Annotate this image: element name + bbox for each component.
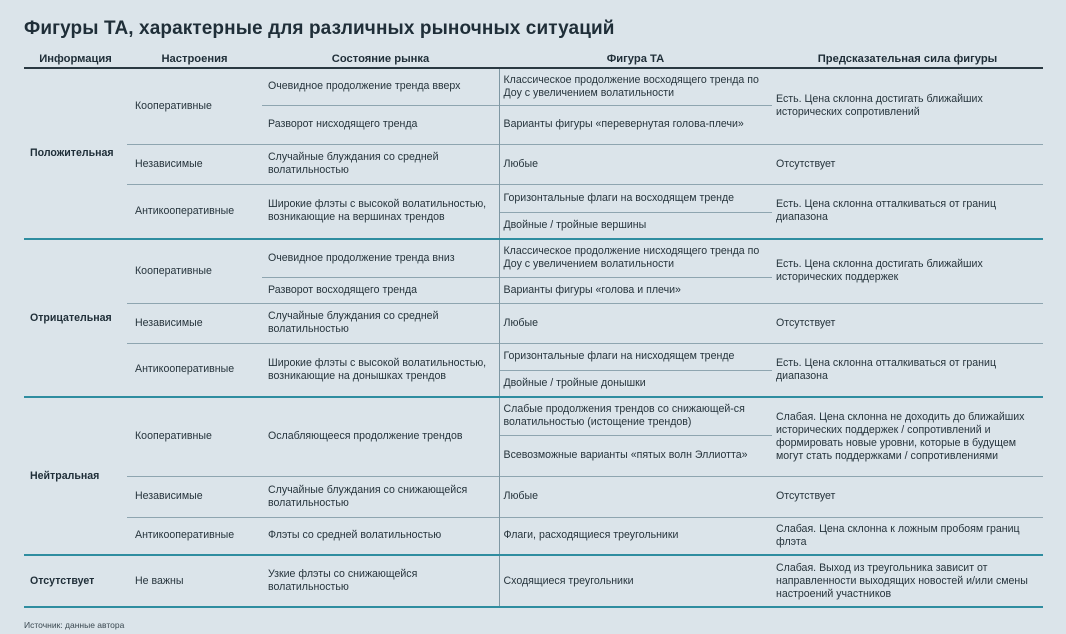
header-information: Информация xyxy=(24,50,127,68)
state-cell: Очевидное продолжение тренда вниз xyxy=(262,239,499,277)
table-row xyxy=(24,184,1043,212)
figure-cell: Любые xyxy=(499,303,772,343)
mood-cell: Кооперативные xyxy=(127,239,262,303)
state-cell: Очевидное продолжение тренда вверх xyxy=(268,80,461,93)
mood-cell: Антикооперативные xyxy=(127,343,262,397)
table-row xyxy=(24,517,1043,555)
prediction-cell: Отсутствует xyxy=(772,303,1043,343)
prediction-cell: Есть. Цена склонна отталкиваться от границ диапазона xyxy=(772,184,1043,239)
prediction-cell: Слабая. Выход из треугольника зависит от направленности выходящих новостей и/или смены настроений участников xyxy=(772,555,1043,607)
info-absent: Отсутствует xyxy=(24,555,127,607)
figure-cell: Варианты фигуры «перевернутая голова-плечи» xyxy=(499,105,772,144)
figure-cell: Двойные / тройные донышки xyxy=(499,370,772,397)
state-cell: Случайные блуждания со средней волатильностью xyxy=(262,303,499,343)
prediction-cell: Слабая. Цена склонна не доходить до ближайших исторических поддержек / сопротивлений и формировать новые уровни, которые в будущем могут стать поддержками / сопротивлениями xyxy=(772,397,1043,476)
prediction-cell: Слабая. Цена склонна к ложным пробоям границ флэта xyxy=(772,517,1043,555)
figure-cell: Флаги, расходящиеся треугольники xyxy=(499,517,772,555)
mood-cell: Независимые xyxy=(127,303,262,343)
table-row xyxy=(24,397,1043,435)
figure-cell: Двойные / тройные вершины xyxy=(499,212,772,239)
figure-cell: Сходящиеся треугольники xyxy=(499,555,772,607)
mood-cell: Антикооперативные xyxy=(127,184,262,239)
page-title: Фигуры ТА, характерные для различных рыночных ситуаций xyxy=(24,18,615,39)
state-cell: Широкие флэты с высокой волатильностью, возникающие на вершинах трендов xyxy=(262,184,499,239)
mood-cell: Независимые xyxy=(127,476,262,517)
ta-figures-table xyxy=(24,50,1043,608)
header-sentiment: Настроения xyxy=(127,50,262,68)
figure-cell: Слабые продолжения трендов со снижающей-ся волатильностью (истощение трендов) xyxy=(499,397,772,435)
table-row xyxy=(24,144,1043,184)
info-negative: Отрицательная xyxy=(24,239,127,397)
table-row xyxy=(24,239,1043,277)
info-positive: Положительная xyxy=(30,147,114,159)
table-row xyxy=(24,343,1043,370)
info-neutral: Нейтральная xyxy=(24,397,127,555)
figure-cell: Классическое продолжение нисходящего тренда по Доу с увеличением волатильности xyxy=(499,239,772,277)
mood-cell: Независимые xyxy=(127,144,262,184)
state-cell: Разворот нисходящего тренда xyxy=(262,105,499,144)
mood-cell: Кооперативные xyxy=(127,397,262,476)
state-cell: Флэты со средней волатильностью xyxy=(262,517,499,555)
prediction-cell: Есть. Цена склонна достигать ближайших исторических сопротивлений xyxy=(776,93,983,119)
prediction-cell: Есть. Цена склонна отталкиваться от границ диапазона xyxy=(772,343,1043,397)
figure-cell: Горизонтальные флаги на нисходящем тренде xyxy=(499,343,772,370)
table-row xyxy=(24,303,1043,343)
header-predictive-power: Предсказательная сила фигуры xyxy=(772,50,1043,68)
figure-cell: Любые xyxy=(499,476,772,517)
state-cell: Ослабляющееся продолжение трендов xyxy=(262,397,499,476)
state-cell: Случайные блуждания со средней волатильностью xyxy=(262,144,499,184)
mood-cell: Антикооперативные xyxy=(127,517,262,555)
figure-cell: Варианты фигуры «голова и плечи» xyxy=(499,277,772,303)
state-cell: Узкие флэты со снижающейся волатильностью xyxy=(262,555,499,607)
table-row xyxy=(24,555,1043,607)
state-cell: Разворот восходящего тренда xyxy=(262,277,499,303)
figure-cell: Любые xyxy=(499,144,772,184)
prediction-cell: Есть. Цена склонна достигать ближайших исторических поддержек xyxy=(772,239,1043,303)
figure-cell: Всевозможные варианты «пятых волн Эллиотта» xyxy=(499,435,772,476)
table-header-row xyxy=(24,50,1043,68)
figure-cell: Горизонтальные флаги на восходящем тренде xyxy=(499,184,772,212)
mood-cell: Не важны xyxy=(127,555,262,607)
mood-cell: Кооперативные xyxy=(135,99,212,112)
prediction-cell: Отсутствует xyxy=(772,476,1043,517)
table-row xyxy=(24,68,1043,105)
prediction-cell: Отсутствует xyxy=(772,144,1043,184)
state-cell: Случайные блуждания со снижающейся волатильностью xyxy=(262,476,499,517)
state-cell: Широкие флэты с высокой волатильностью, возникающие на донышках трендов xyxy=(262,343,499,397)
source-note: Источник: данные автора xyxy=(24,620,125,630)
header-market-state: Состояние рынка xyxy=(262,50,499,68)
header-ta-figure: Фигура ТА xyxy=(499,50,772,68)
figure-cell: Классическое продолжение восходящего тренда по Доу с увеличением волатильности xyxy=(499,68,772,105)
table-row xyxy=(24,476,1043,517)
